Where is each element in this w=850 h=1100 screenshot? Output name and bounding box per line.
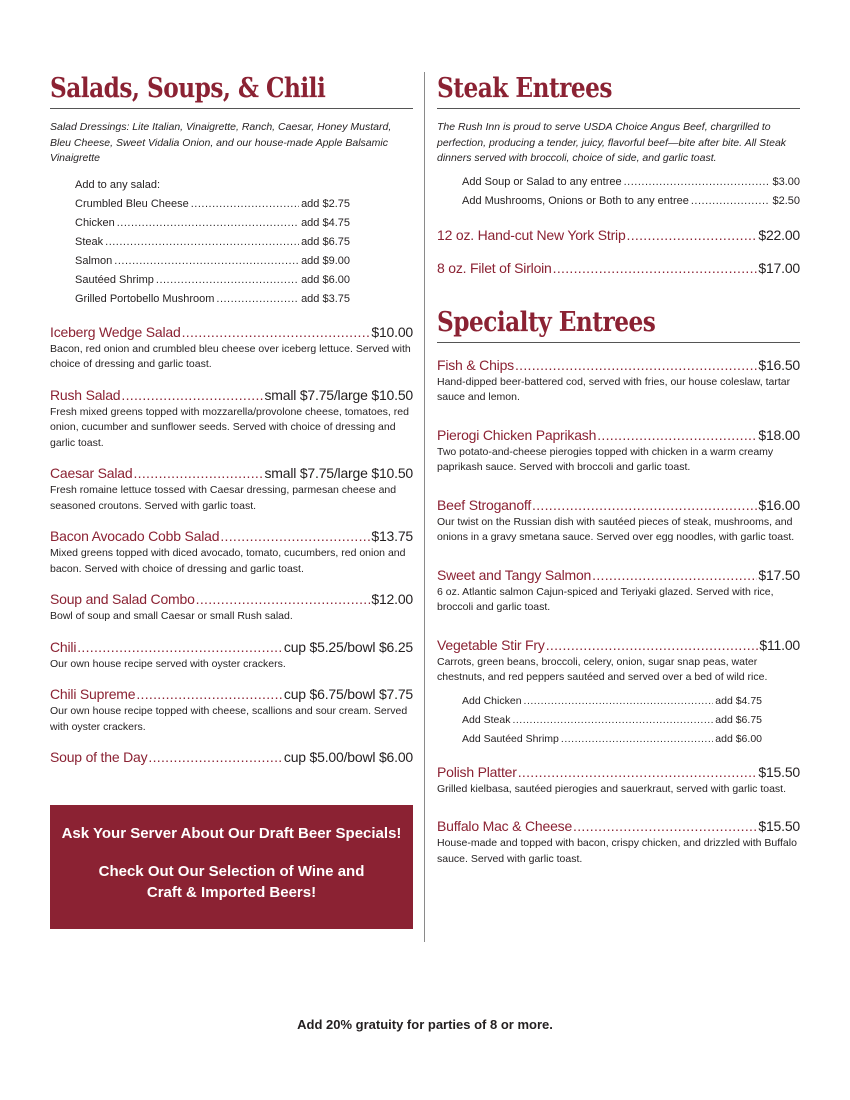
- item-price: cup $5.00/bowl $6.00: [283, 749, 413, 765]
- item-name: Beef Stroganoff: [437, 496, 532, 513]
- section-title-salads: Salads, Soups, & Chili: [50, 73, 326, 104]
- item-name: Pierogi Chicken Paprikash: [437, 426, 597, 443]
- menu-item: [437, 763, 800, 798]
- menu-item: [437, 496, 800, 546]
- menu-item: [437, 636, 800, 686]
- addon-row: Steak ..... add $6.75: [75, 233, 350, 252]
- menu-item: [437, 356, 800, 406]
- addon-row: Salmon ..... add $9.00: [75, 252, 350, 271]
- menu-item: [437, 426, 800, 476]
- menu-item: [50, 464, 413, 514]
- menu-item: [50, 527, 413, 577]
- item-name: Buffalo Mac & Cheese: [437, 818, 573, 834]
- item-price: cup $6.75/bowl $7.75: [283, 686, 413, 702]
- section-title-steak: Steak Entrees: [437, 73, 612, 104]
- item-name: Rush Salad: [50, 386, 121, 403]
- addon-row: Grilled Portobello Mushroom ..... add $3.75: [75, 290, 350, 309]
- item-name: 8 oz. Filet of Sirloin: [437, 259, 552, 276]
- item-name: Polish Platter: [437, 763, 517, 780]
- item-description: Fresh romaine lettuce tossed with Caesar dressing, parmesan cheese and seasoned croutons. Served with garlic toast.: [50, 484, 397, 512]
- item-price: $15.50: [758, 818, 800, 834]
- addon-row: Add Steak ..... add $6.75: [462, 711, 762, 730]
- steak-addons: [462, 173, 800, 211]
- addon-row: Add Mushrooms, Onions or Both to any entree ..... $2.50: [462, 192, 800, 211]
- menu-item: [50, 685, 413, 735]
- section-divider: [437, 108, 800, 109]
- menu-item: [50, 748, 413, 767]
- item-name: Soup of the Day: [50, 749, 148, 765]
- item-name: Iceberg Wedge Salad: [50, 323, 181, 340]
- item-description: Hand-dipped beer-battered cod, served with fries, our house coleslaw, tartar sauce and lemon.: [437, 375, 791, 403]
- item-price: $16.00: [758, 496, 800, 513]
- item-name: Soup and Salad Combo: [50, 591, 195, 607]
- column-divider: [424, 72, 425, 942]
- item-description: Our twist on the Russian dish with sautéed pieces of steak, mushrooms, and onions in a gravy smetana sauce. Served over egg noodles, with garlic toast.: [437, 515, 795, 543]
- addon-row: Add Chicken ..... add $4.75: [462, 692, 762, 711]
- addon-row: Sautéed Shrimp ..... add $6.00: [75, 271, 350, 290]
- item-name: Vegetable Stir Fry: [437, 636, 545, 653]
- menu-item: [437, 817, 800, 867]
- entrees-column: [437, 72, 800, 867]
- salads-soups-chili-section: [50, 72, 413, 767]
- item-description: Our own house recipe served with oyster crackers.: [50, 657, 286, 670]
- salad-dressings-note: Salad Dressings: Lite Italian, Vinaigrette, Ranch, Caesar, Honey Mustard, Bleu Cheese, Sweet Vidalia Onion, and our house-made Apple Balsamic Vinaigrette: [50, 121, 392, 164]
- menu-item: [50, 590, 413, 625]
- promo-line-3: Craft & Imported Beers!: [146, 884, 317, 901]
- item-name: Bacon Avocado Cobb Salad: [50, 528, 220, 544]
- menu-item: [50, 638, 413, 673]
- item-price: $12.00: [371, 591, 413, 607]
- item-description: Bowl of soup and small Caesar or small Rush salad.: [50, 610, 293, 622]
- addon-row: Add Soup or Salad to any entree ..... $3.00: [462, 173, 800, 192]
- item-description: House-made and topped with bacon, crispy chicken, and drizzled with Buffalo sauce. Served with garlic toast.: [437, 837, 797, 865]
- menu-item: [437, 226, 800, 245]
- item-name: Chili Supreme: [50, 686, 136, 702]
- item-price: $18.00: [758, 426, 800, 443]
- item-price: $17.50: [758, 566, 800, 583]
- salad-addons-header: Add to any salad:: [75, 178, 161, 191]
- promo-line-2: Check Out Our Selection of Wine and: [98, 863, 365, 880]
- item-price: $10.00: [371, 323, 413, 340]
- menu-item: [437, 259, 800, 278]
- item-name: Chili: [50, 638, 77, 655]
- item-price: small $7.75/large $10.50: [264, 465, 413, 481]
- item-name: Caesar Salad: [50, 465, 133, 481]
- item-description: Mixed greens topped with diced avocado, tomato, cucumbers, red onion and bacon. Served with choice of dressing and garlic toast.: [50, 547, 406, 575]
- section-divider: [50, 108, 413, 109]
- item-price: $16.50: [758, 356, 800, 373]
- item-price: $13.75: [371, 528, 413, 544]
- menu-item: [50, 386, 413, 452]
- item-description: Grilled kielbasa, sautéed pierogies and sauerkraut, served with garlic toast.: [437, 782, 787, 795]
- gratuity-note: Add 20% gratuity for parties of 8 or more.: [297, 1017, 553, 1032]
- beer-specials-banner: [50, 805, 413, 929]
- item-name: Sweet and Tangy Salmon: [437, 566, 592, 583]
- steak-intro: The Rush Inn is proud to serve USDA Choice Angus Beef, chargrilled to perfection, producing a tender, juicy, flavorful beef—bite after bite. All Steak dinners served with broccoli, choice of side, and garlic toast.: [437, 121, 787, 164]
- item-price: cup $5.25/bowl $6.25: [283, 638, 413, 655]
- item-description: Two potato-and-cheese pierogies topped with chicken in a warm creamy paprikash sauce. Served with broccoli and garlic toast.: [437, 445, 774, 473]
- item-description: Bacon, red onion and crumbled bleu cheese over iceberg lettuce. Served with choice of dressing and garlic toast.: [50, 342, 411, 370]
- menu-item: [50, 323, 413, 373]
- item-price: $11.00: [759, 636, 800, 653]
- item-description: Fresh mixed greens topped with mozzarella/provolone cheese, tomatoes, red onion, cucumber and sunflower seeds. Served with choice of dressing and garlic toast.: [50, 405, 409, 449]
- section-divider: [437, 342, 800, 343]
- item-price: $22.00: [758, 226, 800, 243]
- item-price: small $7.75/large $10.50: [264, 386, 413, 403]
- salad-addons: [75, 176, 413, 309]
- item-description: Carrots, green beans, broccoli, celery, onion, sugar snap peas, water chestnuts, and red peppers sautéed and served over a bed of wild rice.: [437, 655, 768, 683]
- addon-row: Crumbled Bleu Cheese ..... add $2.75: [75, 195, 350, 214]
- item-description: Our own house recipe topped with cheese, scallions and sour cream. Served with oyster crackers.: [50, 705, 408, 733]
- item-description: 6 oz. Atlantic salmon Cajun-spiced and Teriyaki glazed. Served with rice, broccoli and garlic toast.: [437, 585, 774, 613]
- promo-line-1: Ask Your Server About Our Draft Beer Specials!: [61, 825, 402, 842]
- item-name: Fish & Chips: [437, 356, 514, 373]
- stir-fry-addons: [462, 692, 800, 749]
- addon-row: Chicken ..... add $4.75: [75, 214, 350, 233]
- item-price: $15.50: [758, 763, 800, 780]
- item-name: 12 oz. Hand-cut New York Strip: [437, 226, 626, 243]
- item-price: $17.00: [758, 259, 800, 276]
- menu-item: [437, 566, 800, 616]
- addon-row: Add Sautéed Shrimp ..... add $6.00: [462, 730, 762, 749]
- section-title-specialty: Specialty Entrees: [437, 306, 656, 338]
